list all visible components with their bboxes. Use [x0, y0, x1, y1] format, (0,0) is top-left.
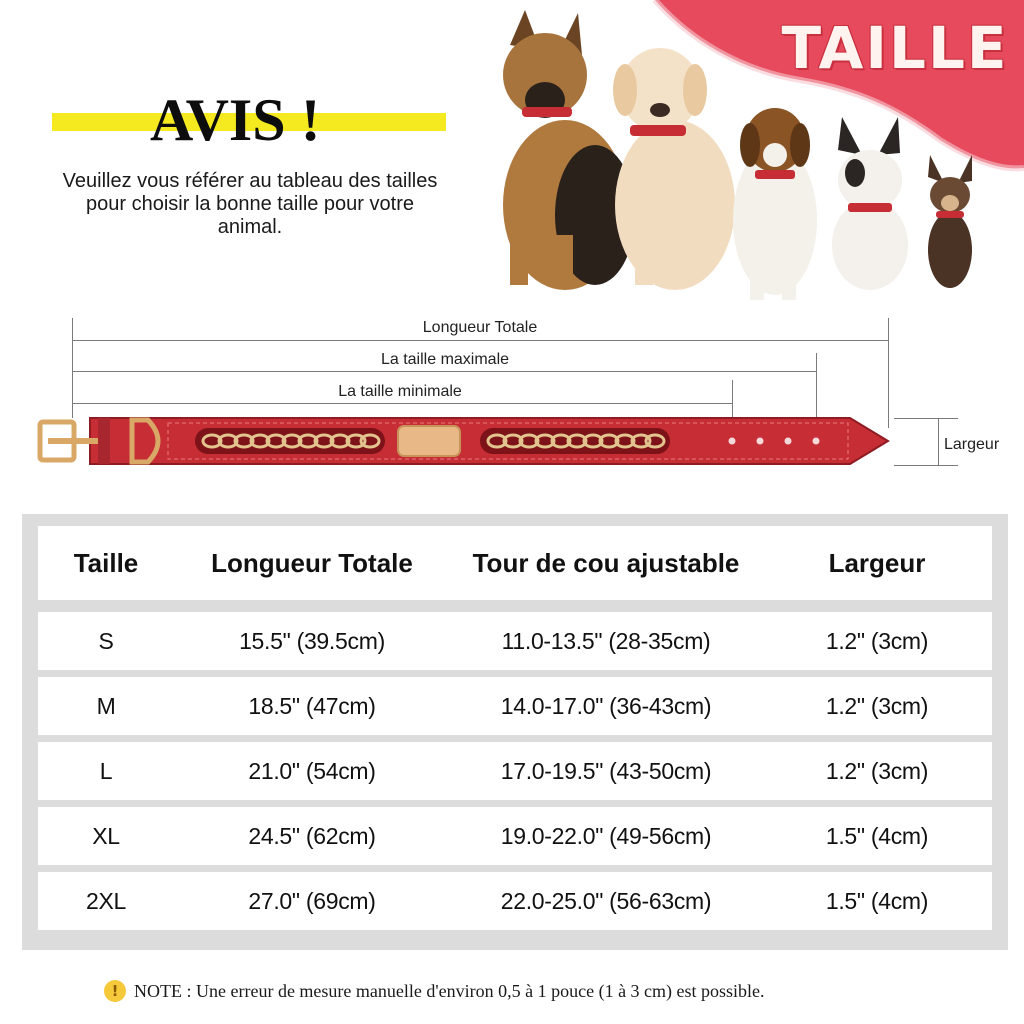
width-bottom-line — [894, 465, 958, 466]
dogs-illustration — [470, 5, 990, 310]
cell-neck-range: 22.0-25.0" (56-63cm) — [500, 887, 712, 914]
total-length-line — [72, 340, 888, 341]
labrador-dog-icon — [613, 48, 735, 290]
banner-title: TAILLE — [781, 14, 1009, 82]
cell-width: 1.5" (4cm) — [825, 887, 929, 914]
note-text: NOTE : Une erreur de mesure manuelle d'environ 0,5 à 1 pouce (1 à 3 cm) est possible. — [134, 980, 765, 1001]
min-size-label: La taille minimale — [338, 383, 462, 400]
header-neck-adjustable: Tour de cou ajustable — [472, 547, 740, 578]
exclamation-icon: ! — [104, 980, 126, 1002]
max-size-label: La taille maximale — [380, 351, 510, 368]
cell-size: 2XL — [85, 887, 127, 914]
width-vertical-line — [938, 418, 939, 466]
beagle-dog-icon — [733, 108, 817, 300]
cell-neck-range: 14.0-17.0" (36-43cm) — [500, 692, 712, 719]
cell-neck-range: 19.0-22.0" (49-56cm) — [500, 822, 712, 849]
width-top-line — [894, 418, 958, 419]
collar-illustration — [30, 410, 900, 472]
cell-total-length: 18.5" (47cm) — [248, 692, 376, 719]
max-size-line — [72, 371, 816, 372]
cell-size: S — [98, 627, 114, 654]
cell-size: L — [99, 757, 113, 784]
header-total-length: Longueur Totale — [211, 547, 413, 578]
cell-total-length: 21.0" (54cm) — [248, 757, 376, 784]
cell-width: 1.2" (3cm) — [825, 692, 929, 719]
table-row — [38, 612, 992, 670]
table-row — [38, 807, 992, 865]
measurement-note — [104, 980, 984, 1002]
table-row — [38, 742, 992, 800]
bulldog-dog-icon — [832, 117, 908, 290]
cell-total-length: 24.5" (62cm) — [248, 822, 376, 849]
cell-width: 1.2" (3cm) — [825, 757, 929, 784]
notice-description: Veuillez vous référer au tableau des tailles pour choisir la bonne taille pour votre animal. — [62, 170, 438, 238]
cell-neck-range: 17.0-19.5" (43-50cm) — [500, 757, 712, 784]
header-size: Taille — [73, 547, 139, 578]
cell-total-length: 27.0" (69cm) — [248, 887, 376, 914]
cell-width: 1.2" (3cm) — [825, 627, 929, 654]
table-row — [38, 872, 992, 930]
width-label: Largeur — [944, 436, 1000, 453]
cell-size: M — [96, 692, 116, 719]
cell-size: XL — [92, 822, 120, 849]
cell-total-length: 15.5" (39.5cm) — [239, 627, 385, 654]
cell-width: 1.5" (4cm) — [825, 822, 929, 849]
min-size-line — [72, 403, 732, 404]
chihuahua-dog-icon — [928, 155, 972, 288]
total-length-label: Longueur Totale — [422, 319, 538, 336]
cell-neck-range: 11.0-13.5" (28-35cm) — [501, 627, 711, 654]
table-header-row — [38, 526, 992, 600]
header-width: Largeur — [828, 547, 926, 578]
size-table — [22, 514, 1008, 950]
shepherd-dog-icon — [503, 10, 635, 290]
notice-title: AVIS ! — [150, 87, 321, 153]
table-row — [38, 677, 992, 735]
